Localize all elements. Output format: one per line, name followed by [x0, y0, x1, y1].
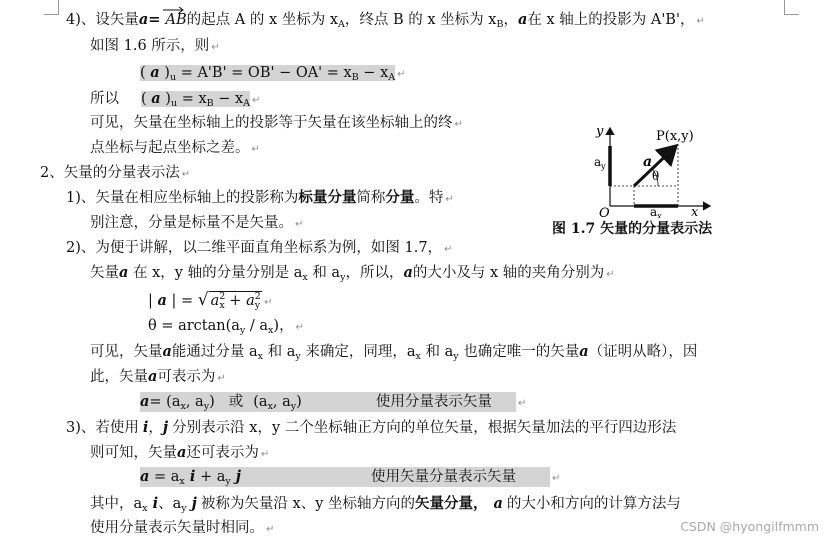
- vector-a: a: [119, 264, 129, 281]
- label-ay: $a_y$: [594, 155, 606, 171]
- paragraph-mark: ↵: [211, 42, 220, 53]
- paragraph-mark: ↵: [251, 144, 260, 155]
- bold-term: 分量: [385, 189, 415, 206]
- sqrt-radicand: $a^2_x + a^2_y$: [210, 291, 261, 311]
- paragraph-mark: ↵: [260, 449, 270, 460]
- line-2: [90, 36, 220, 57]
- sub: B: [496, 19, 504, 30]
- line-4: [90, 89, 260, 110]
- unit-vector-j: j: [162, 419, 169, 436]
- text: 别注意，分量是标量不是矢量。: [90, 215, 293, 231]
- paragraph-mark: ↵: [252, 95, 261, 106]
- paragraph-mark: ↵: [264, 297, 273, 308]
- vector-a: a: [177, 444, 187, 461]
- page-corner-mark-top: [44, 0, 59, 15]
- text: 可见，矢量在坐标轴上的投影等于矢量在该坐标轴上的终: [90, 115, 453, 131]
- figure-vector-components: [588, 122, 718, 218]
- text: 4)、设矢量: [66, 12, 139, 28]
- line-5: [90, 113, 463, 134]
- paragraph-mark: ↵: [552, 473, 561, 484]
- paragraph-mark: ↵: [181, 169, 191, 180]
- vector-a: a: [517, 11, 528, 28]
- line-16-formula: [140, 392, 526, 413]
- text: 。特: [414, 190, 444, 206]
- vector-a: a: [162, 343, 172, 360]
- line-21: 使用分量表示矢量时相同。 ↵: [90, 520, 275, 536]
- line-17: 3)、若使用 i，j 分别表示沿 x，y 二个坐标轴正方向的单位矢量，根据矢量加法的平行四边形法: [66, 419, 677, 436]
- line-18: 则可知，矢量a还可表示为 ↵: [90, 444, 270, 461]
- paragraph-mark: ↵: [217, 373, 226, 384]
- text: ，: [503, 12, 518, 28]
- paragraph-mark: ↵: [295, 219, 304, 230]
- line-14: 可见，矢量a能通过分量 $a_x$ 和 $a_y$ 来确定，同理，$a_x$ 和 $a_y$ 也确定唯一的矢量a（证明从略），因: [90, 343, 698, 362]
- line-19-formula: [140, 467, 560, 488]
- label-point: P(x,y): [656, 129, 694, 144]
- text: 如图 1.6 所示，则: [90, 38, 210, 54]
- bold-term: 标量分量: [298, 189, 357, 206]
- text: 所以: [90, 91, 119, 107]
- paragraph-mark: ↵: [397, 69, 406, 80]
- text: =: [148, 11, 166, 28]
- formula-angle: $\theta = \arctan(a_y / a_x)$， ↵: [148, 318, 304, 336]
- label-origin: O: [599, 206, 610, 218]
- paragraph-mark: ↵: [606, 269, 615, 280]
- section-heading-2: [40, 163, 190, 184]
- text: 1)、矢量在相应坐标轴上的投影称为: [66, 190, 299, 206]
- paragraph-mark: ↵: [444, 244, 453, 255]
- highlight-formula: $a= (a_x$, $a_y$) 或 ($a_x$, $a_y$) 使用分量表示矢量: [140, 392, 516, 412]
- text: 简称: [356, 190, 386, 206]
- formula-magnitude: | a | = √ $a^2_x + a^2_y$ ↵: [148, 290, 273, 311]
- paragraph-mark: ↵: [518, 398, 527, 409]
- label-vector-a: a: [643, 154, 653, 170]
- text: 2)、为便于讲解，以二维平面直角坐标系为例，如图 1.7，: [66, 240, 443, 256]
- watermark: CSDN @hyongilfmmm: [680, 519, 819, 534]
- line-6: [90, 138, 260, 159]
- line-3-formula: [140, 63, 406, 84]
- vector-ab: AB: [165, 12, 187, 28]
- highlight-formula: $a = a_x$ $i + a_y$ j 使用矢量分量表示矢量: [140, 467, 550, 487]
- vector-a: a: [148, 368, 158, 385]
- bold-term: 矢量分量: [415, 495, 473, 512]
- line-10: [66, 238, 452, 259]
- paragraph-mark: ↵: [445, 194, 454, 205]
- label-x: x: [691, 205, 699, 218]
- line-15: 此，矢量a可表示为 ↵: [90, 368, 226, 385]
- label-theta: θ: [652, 169, 660, 183]
- label-ax: $a_x$: [650, 205, 662, 218]
- highlight-formula: ( a )$_u = x_B - x_A$: [141, 90, 251, 109]
- paragraph-mark: ↵: [266, 524, 275, 535]
- label-y: y: [596, 124, 604, 139]
- text: ，终点 B 的 x 坐标为 x: [344, 12, 497, 28]
- figure-caption: 图 1.7 矢量的分量表示法: [552, 221, 713, 237]
- text: 2、矢量的分量表示法: [40, 165, 180, 181]
- text: 的起点 A 的 x 坐标为 x: [186, 12, 339, 28]
- vector-a: a: [493, 495, 503, 512]
- line-1: [66, 10, 705, 31]
- paragraph-mark: ↵: [696, 16, 705, 27]
- line-20: 其中，$a_x$ i、$a_y$ j 被称为矢量沿 x、y 坐标轴方向的矢量分量， a 的大小和方向的计算方法与: [90, 495, 681, 514]
- sqrt-sign: √: [197, 290, 209, 310]
- highlight-formula: ( a )$_u = A'B' = OB' - OA' = x_B - x_A$: [140, 64, 396, 83]
- page-corner-mark-right: [784, 0, 799, 15]
- sub: A: [338, 19, 345, 30]
- line-8: [66, 188, 454, 209]
- unit-vector-i: i: [142, 419, 149, 436]
- vector-a: a: [403, 264, 413, 281]
- line-11: 矢量a 在 x，y 轴的分量分别是 $a_x$ 和 $a_y$，所以，a的大小及与 x 轴的夹角分别为 ↵: [90, 264, 615, 283]
- line-9: [90, 213, 303, 234]
- vector-a: a: [579, 343, 589, 360]
- vector-a: a: [138, 11, 149, 28]
- text: 点坐标与起点坐标之差。: [90, 140, 250, 156]
- paragraph-mark: ↵: [454, 119, 463, 130]
- text: 在 x 轴上的投影为 A'B'，: [527, 12, 695, 28]
- paragraph-mark: ↵: [295, 322, 304, 333]
